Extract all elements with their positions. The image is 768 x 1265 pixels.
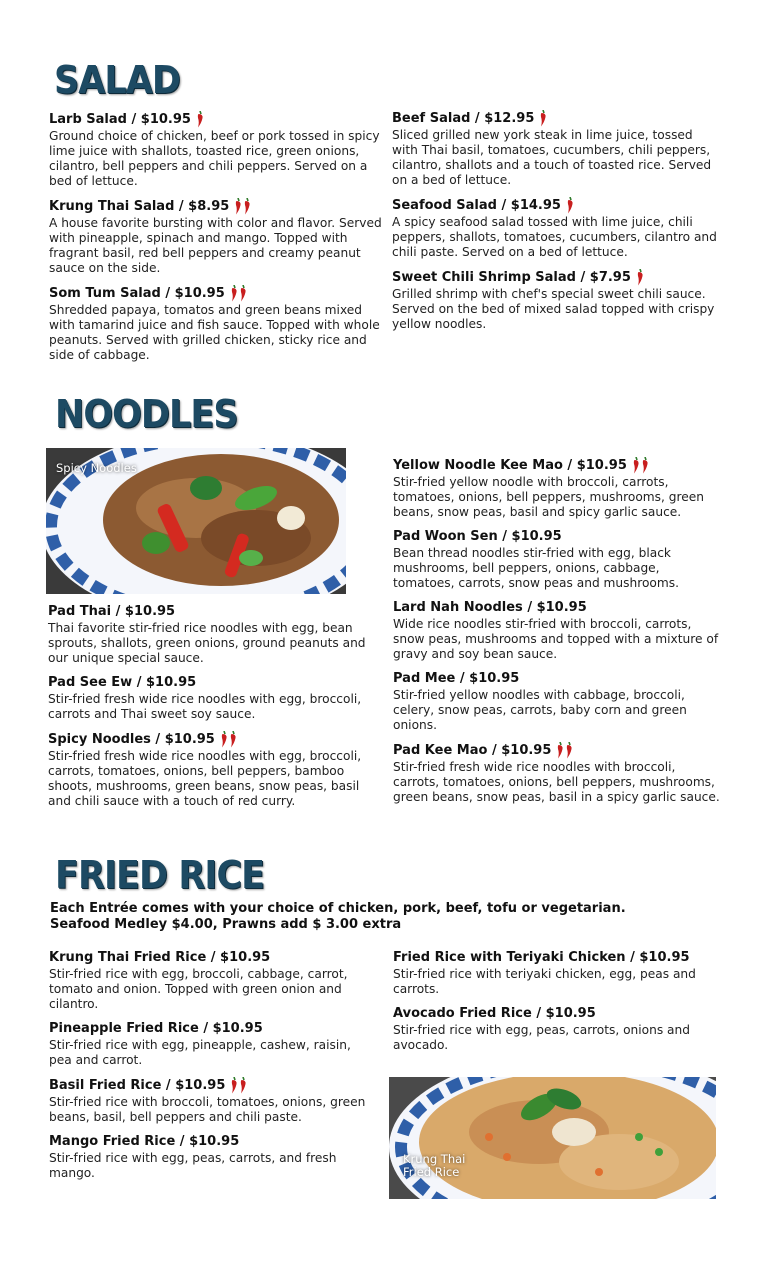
menu-item-title xyxy=(393,457,723,474)
spice-level xyxy=(230,285,248,302)
chili-pepper-icon xyxy=(539,110,547,127)
menu-item-name-price: Sweet Chili Shrimp Salad / $7.95 xyxy=(392,269,631,285)
salad-heading: SALAD xyxy=(54,58,180,102)
menu-item-description: Stir-fried rice with teriyaki chicken, egg, peas and carrots. xyxy=(393,967,696,996)
menu-item-title xyxy=(49,198,384,215)
menu-item-description: Stir-fried rice with egg, broccoli, cabbage, carrot, tomato and onion. Topped with green onion and cilantro. xyxy=(49,967,348,1011)
spice-level xyxy=(636,269,645,286)
chili-pepper-icon xyxy=(230,1077,238,1094)
chili-pepper-icon xyxy=(229,731,237,748)
noodles-left-column xyxy=(48,604,386,818)
menu-item-description: Ground choice of chicken, beef or pork tossed in spicy lime juice with shallots, toasted rice, green onions, cilantro, bell peppers and chili peppers. Served on a bed of lettuce. xyxy=(49,129,380,188)
menu-item xyxy=(49,1021,369,1068)
menu-item-description: Stir-fried yellow noodle with broccoli, carrots, tomatoes, onions, bell peppers, mushrooms, green beans, snow peas, basil and spicy garlic sauce. xyxy=(393,475,704,519)
menu-item-title xyxy=(49,1021,369,1037)
fried-rice-right-column xyxy=(393,950,713,1062)
menu-item-title xyxy=(49,1077,369,1094)
salad-left-column xyxy=(49,111,384,372)
entree-choice-note xyxy=(50,901,700,933)
entree-choice-line: Each Entrée comes with your choice of chicken, pork, beef, tofu or vegetarian. xyxy=(50,901,626,916)
spicy-noodles-photo xyxy=(46,448,346,594)
spice-level xyxy=(556,742,574,759)
menu-item-title xyxy=(49,111,384,128)
menu-item-name-price: Pad Kee Mao / $10.95 xyxy=(393,742,552,758)
spicy-noodles-caption: Spicy Noodles xyxy=(56,461,137,475)
menu-item xyxy=(49,111,384,189)
menu-item-description: A spicy seafood salad tossed with lime juice, chili peppers, shallots, tomatoes, cucumbers, cilantro and chili paste. Served on a bed of lettuce. xyxy=(392,215,717,259)
menu-item-name-price: Larb Salad / $10.95 xyxy=(49,111,191,127)
spice-level xyxy=(539,110,548,127)
menu-item-description: Stir-fried rice with broccoli, tomatoes, onions, green beans, basil, bell peppers and chili paste. xyxy=(49,1095,366,1124)
menu-item-name-price: Basil Fried Rice / $10.95 xyxy=(49,1077,226,1093)
menu-item xyxy=(49,198,384,276)
menu-item-title xyxy=(393,950,713,966)
menu-item xyxy=(392,110,722,188)
menu-item-name-price: Pineapple Fried Rice / $10.95 xyxy=(49,1021,263,1036)
menu-item-description: Stir-fried rice with egg, pineapple, cashew, raisin, pea and carrot. xyxy=(49,1038,351,1067)
menu-item-name-price: Spicy Noodles / $10.95 xyxy=(48,731,215,747)
menu-item-title xyxy=(393,600,723,616)
menu-item-description: Sliced grilled new york steak in lime juice, tossed with Thai basil, tomatoes, cucumbers, chili peppers, cilantro, shallots and a touch of toasted rice. Served on a bed of lettuce. xyxy=(392,128,712,187)
menu-item-description: Stir-fried fresh wide rice noodles with egg, broccoli, carrots and Thai sweet soy sauce. xyxy=(48,692,362,721)
menu-item-name-price: Krung Thai Fried Rice / $10.95 xyxy=(49,950,271,965)
menu-item-title xyxy=(392,269,722,286)
menu-item-description: Shredded papaya, tomatos and green beans mixed with tamarind juice and fish sauce. Topped with whole peanuts. Served with grilled chicken, sticky rice and side of cabbage. xyxy=(49,303,380,362)
menu-item-title xyxy=(393,742,723,759)
menu-item-description: Wide rice noodles stir-fried with broccoli, carrots, snow peas, mushrooms and topped with a mixture of gravy and soy bean sauce. xyxy=(393,617,719,661)
krung-thai-fried-rice-photo xyxy=(389,1077,716,1199)
menu-item-name-price: Pad Woon Sen / $10.95 xyxy=(393,529,562,544)
salad-right-column xyxy=(392,110,722,341)
menu-item xyxy=(48,604,386,666)
menu-item-title xyxy=(49,1134,369,1150)
spice-level xyxy=(632,457,650,474)
seafood-prawns-line: Seafood Medley $4.00, Prawns add $ 3.00 extra xyxy=(50,917,402,932)
menu-item-title xyxy=(392,110,722,127)
menu-item xyxy=(393,600,723,662)
noodles-heading: NOODLES xyxy=(55,392,238,436)
menu-item-name-price: Seafood Salad / $14.95 xyxy=(392,197,561,213)
menu-item xyxy=(49,285,384,363)
menu-item-description: Stir-fried rice with egg, peas, carrots, onions and avocado. xyxy=(393,1023,690,1052)
menu-item-description: Stir-fried fresh wide rice noodles with broccoli, carrots, tomatoes, onions, bell peppers, mushrooms, green beans, snow peas, basil in a spicy garlic sauce. xyxy=(393,760,720,804)
menu-item-name-price: Mango Fried Rice / $10.95 xyxy=(49,1134,240,1149)
spice-level xyxy=(196,111,205,128)
fried-rice-left-column xyxy=(49,950,369,1190)
menu-item xyxy=(393,742,723,805)
menu-item xyxy=(49,1134,369,1181)
menu-item xyxy=(49,950,369,1012)
menu-item-title xyxy=(48,675,386,691)
menu-item-title xyxy=(393,671,723,687)
menu-item-name-price: Yellow Noodle Kee Mao / $10.95 xyxy=(393,457,627,473)
chili-pepper-icon xyxy=(230,285,238,302)
chili-pepper-icon xyxy=(632,457,640,474)
photo-caption-line: Krung Thai xyxy=(403,1152,466,1166)
menu-item xyxy=(49,1077,369,1125)
spice-level xyxy=(566,197,575,214)
menu-item-name-price: Som Tum Salad / $10.95 xyxy=(49,285,225,301)
menu-item-title xyxy=(393,529,723,545)
menu-item xyxy=(393,457,723,520)
menu-item xyxy=(48,731,386,809)
menu-item-description: Stir-fried yellow noodles with cabbage, broccoli, celery, snow peas, carrots, baby corn and green onions. xyxy=(393,688,687,732)
menu-item-name-price: Avocado Fried Rice / $10.95 xyxy=(393,1006,596,1021)
chili-pepper-icon xyxy=(234,198,242,215)
chili-pepper-icon xyxy=(636,269,644,286)
fried-rice-heading: FRIED RICE xyxy=(55,853,265,897)
photo-caption-line: Fried Rice xyxy=(403,1165,460,1179)
noodles-right-column xyxy=(393,457,723,814)
menu-item-description: Grilled shrimp with chef's special sweet chili sauce. Served on the bed of mixed salad topped with crispy yellow noodles. xyxy=(392,287,715,331)
menu-item-name-price: Pad Mee / $10.95 xyxy=(393,671,520,686)
menu-item-title xyxy=(392,197,722,214)
spice-level xyxy=(230,1077,248,1094)
chili-pepper-icon xyxy=(565,742,573,759)
menu-item xyxy=(392,197,722,260)
menu-item-name-price: Krung Thai Salad / $8.95 xyxy=(49,198,230,214)
menu-item xyxy=(393,671,723,733)
chili-pepper-icon xyxy=(641,457,649,474)
menu-item xyxy=(48,675,386,722)
menu-item-title xyxy=(49,950,369,966)
chili-pepper-icon xyxy=(196,111,204,128)
chili-pepper-icon xyxy=(239,285,247,302)
menu-item xyxy=(393,529,723,591)
menu-item-title xyxy=(48,731,386,748)
menu-item-name-price: Lard Nah Noodles / $10.95 xyxy=(393,600,587,615)
menu-item-title xyxy=(393,1006,713,1022)
menu-item-title xyxy=(48,604,386,620)
menu-item-title xyxy=(49,285,384,302)
menu-item-description: Stir-fried fresh wide rice noodles with egg, broccoli, carrots, tomatoes, onions, bell peppers, bamboo shoots, mushrooms, green beans, snow peas, basil and chili sauce with a touch of red curry. xyxy=(48,749,362,808)
krung-thai-fried-rice-caption xyxy=(403,1153,465,1179)
menu-item-description: Thai favorite stir-fried rice noodles with egg, bean sprouts, shallots, green onions, ground peanuts and our unique special sauce. xyxy=(48,621,366,665)
chili-pepper-icon xyxy=(239,1077,247,1094)
menu-item xyxy=(392,269,722,332)
menu-item-name-price: Pad See Ew / $10.95 xyxy=(48,675,197,690)
chili-pepper-icon xyxy=(220,731,228,748)
menu-item-description: Bean thread noodles stir-fried with egg, black mushrooms, bell peppers, onions, cabbage, tomatoes, carrots, snow peas and mushrooms. xyxy=(393,546,679,590)
chili-pepper-icon xyxy=(556,742,564,759)
spice-level xyxy=(234,198,252,215)
menu-item-name-price: Beef Salad / $12.95 xyxy=(392,110,535,126)
menu-item-name-price: Fried Rice with Teriyaki Chicken / $10.95 xyxy=(393,950,690,965)
menu-item-description: A house favorite bursting with color and flavor. Served with pineapple, spinach and mango. Topped with fragrant basil, red bell peppers and creamy peanut sauce on the side. xyxy=(49,216,382,275)
chili-pepper-icon xyxy=(243,198,251,215)
menu-item xyxy=(393,1006,713,1053)
spice-level xyxy=(220,731,238,748)
menu-item-name-price: Pad Thai / $10.95 xyxy=(48,604,176,619)
chili-pepper-icon xyxy=(566,197,574,214)
menu-item xyxy=(393,950,713,997)
menu-item-description: Stir-fried rice with egg, peas, carrots, and fresh mango. xyxy=(49,1151,337,1180)
